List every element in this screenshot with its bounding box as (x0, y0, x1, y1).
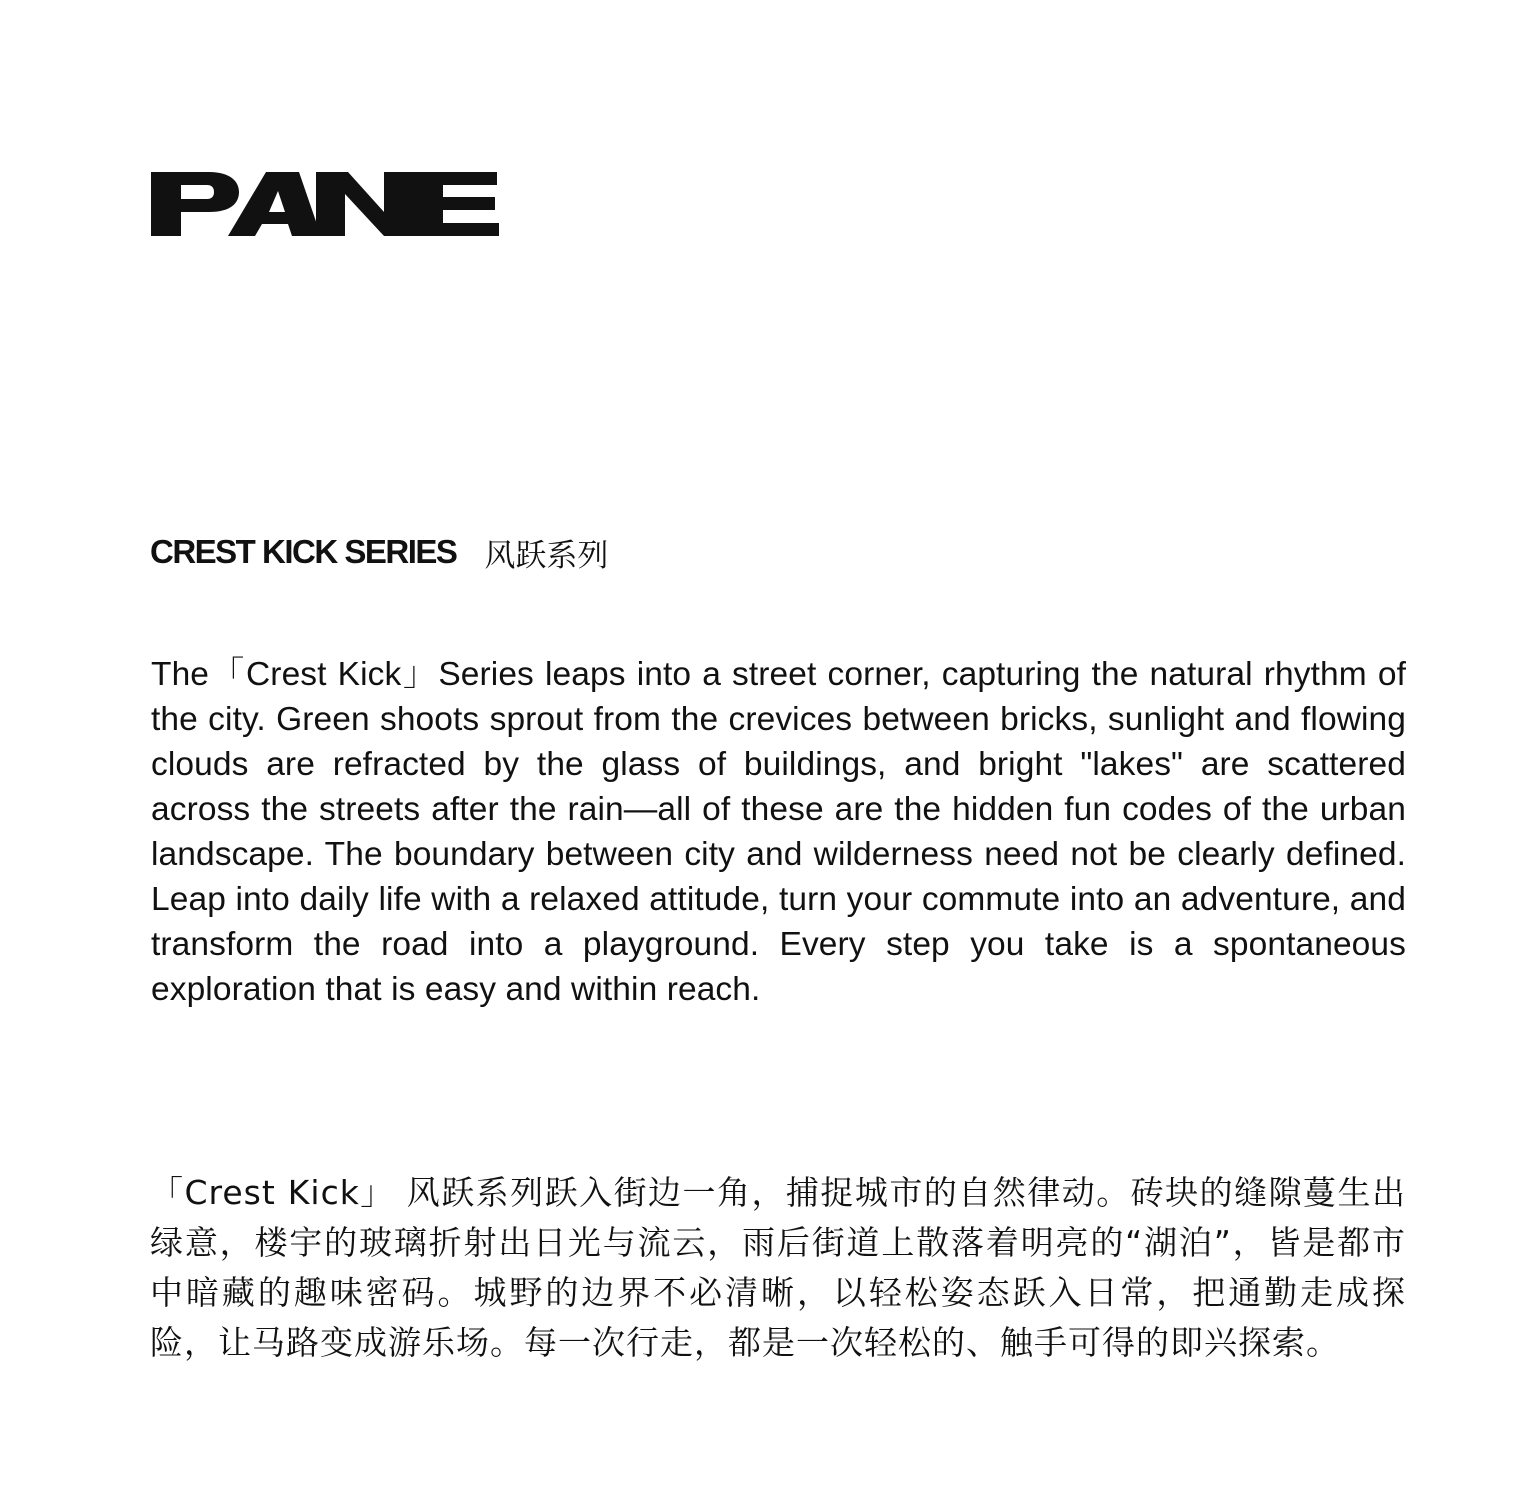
series-title-en: CREST KICK SERIES (150, 533, 457, 570)
brand-logo (151, 172, 501, 236)
description-english: The「Crest Kick」Series leaps into a street corner, capturing the natural rhythm of the city. Green shoots sprout from the crevices between bricks, sunlight and flowing clouds are refracted by the glass of buildings, and bright "lakes" are scattered across the streets after the rain—all of these are the hidden fun codes of the urban landscape. The boundary between city and wilderness need not be clearly defined. Leap into daily life with a relaxed attitude, turn your commute into an adventure, and transform the road into a playground. Every step you take is a spontaneous exploration that is easy and within reach. (151, 656, 1406, 1008)
series-heading (150, 530, 608, 574)
pane-logo-mark (151, 172, 501, 236)
description-chinese: 「Crest Kick」 风跃系列跃入街边一角，捕捉城市的自然律动。砖块的缝隙蔓生出绿意，楼宇的玻璃折射出日光与流云，雨后街道上散落着明亮的“湖泊”，皆是都市中暗藏的趣味密码。城野的边界不必清晰，以轻松姿态跃入日常，把通勤走成探险，让马路变成游乐场。每一次行走，都是一次轻松的、触手可得的即兴探索。 (150, 1173, 1406, 1362)
series-title-cn: 风跃系列 (484, 537, 609, 574)
